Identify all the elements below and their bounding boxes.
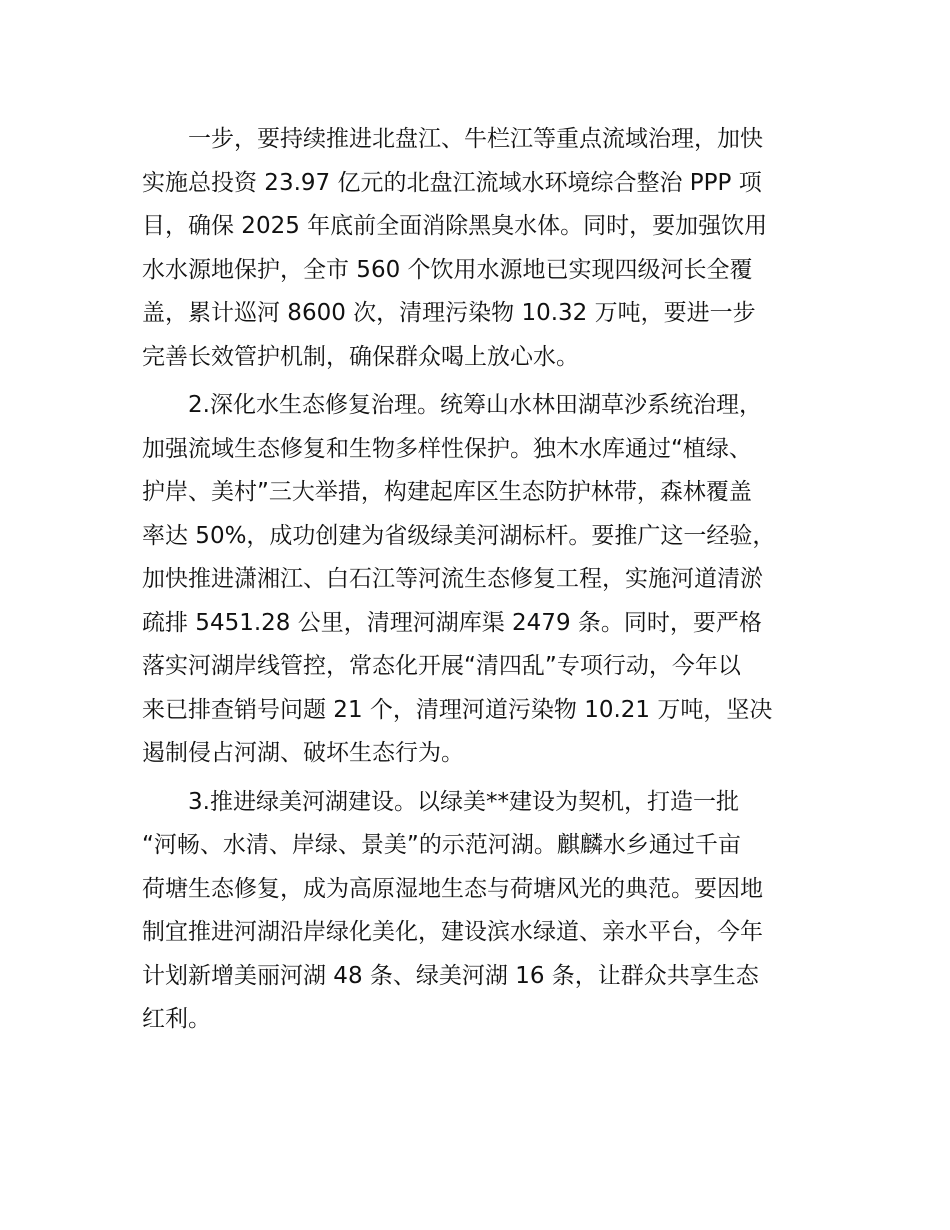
paragraph-2 <box>142 384 830 776</box>
paragraph-line: “河畅、水清、岸绿、景美”的示范河湖。麒麟水乡通过千亩 <box>142 832 741 858</box>
paragraph-line: 一步，要持续推进北盘江、牛栏江等重点流域治理，加快 <box>188 126 763 152</box>
paragraph-line: 加强流域生态修复和生物多样性保护。独木水库通过“植绿、 <box>142 435 752 462</box>
paragraph-line: 疏排 5451.28 公里，清理河湖库渠 2479 条。同时，要严格 <box>142 609 762 636</box>
paragraph-line: 率达 50%，成功创建为省级绿美河湖标杆。要推广这一经验， <box>142 522 776 549</box>
paragraph-line: 遏制侵占河湖、破坏生态行为。 <box>142 740 464 766</box>
paragraph-line: 加快推进潇湘江、白石江等河流生态修复工程，实施河道清淤 <box>142 566 763 592</box>
paragraph-line: 制宜推进河湖沿岸绿化美化，建设滨水绿道、亲水平台，今年 <box>142 919 763 945</box>
paragraph-line: 完善长效管护机制，确保群众喝上放心水。 <box>142 343 579 370</box>
paragraph-line: 来已排查销号问题 21 个，清理河道污染物 10.21 万吨，坚决 <box>142 696 773 723</box>
paragraph-line: 实施总投资 23.97 亿元的北盘江流域水环境综合整治 PPP 项 <box>142 169 762 196</box>
paragraph-3 <box>142 781 830 1042</box>
document-page <box>142 118 830 1047</box>
paragraph-line: 2.深化水生态修复治理。统筹山水林田湖草沙系统治理， <box>188 392 762 418</box>
paragraph-line: 落实河湖岸线管控，常态化开展“清四乱”专项行动，今年以 <box>142 653 741 679</box>
paragraph-line: 3.推进绿美河湖建设。以绿美**建设为契机，打造一批 <box>188 788 739 815</box>
paragraph-line: 目，确保 2025 年底前全面消除黑臭水体。同时，要加强饮用 <box>142 213 768 239</box>
paragraph-line: 水水源地保护，全市 560 个饮用水源地已实现四级河长全覆 <box>142 256 753 283</box>
paragraph-line: 红利。 <box>142 1006 211 1032</box>
paragraph-line: 盖，累计巡河 8600 次，清理污染物 10.32 万吨，要进一步 <box>142 300 756 326</box>
paragraph-line: 护岸、美村”三大举措，构建起库区生态防护林带，森林覆盖 <box>142 479 752 505</box>
paragraph-line: 荷塘生态修复，成为高原湿地生态与荷塘风光的典范。要因地 <box>142 875 763 902</box>
paragraph-1 <box>142 118 830 379</box>
paragraph-line: 计划新增美丽河湖 48 条、绿美河湖 16 条，让群众共享生态 <box>142 962 759 989</box>
